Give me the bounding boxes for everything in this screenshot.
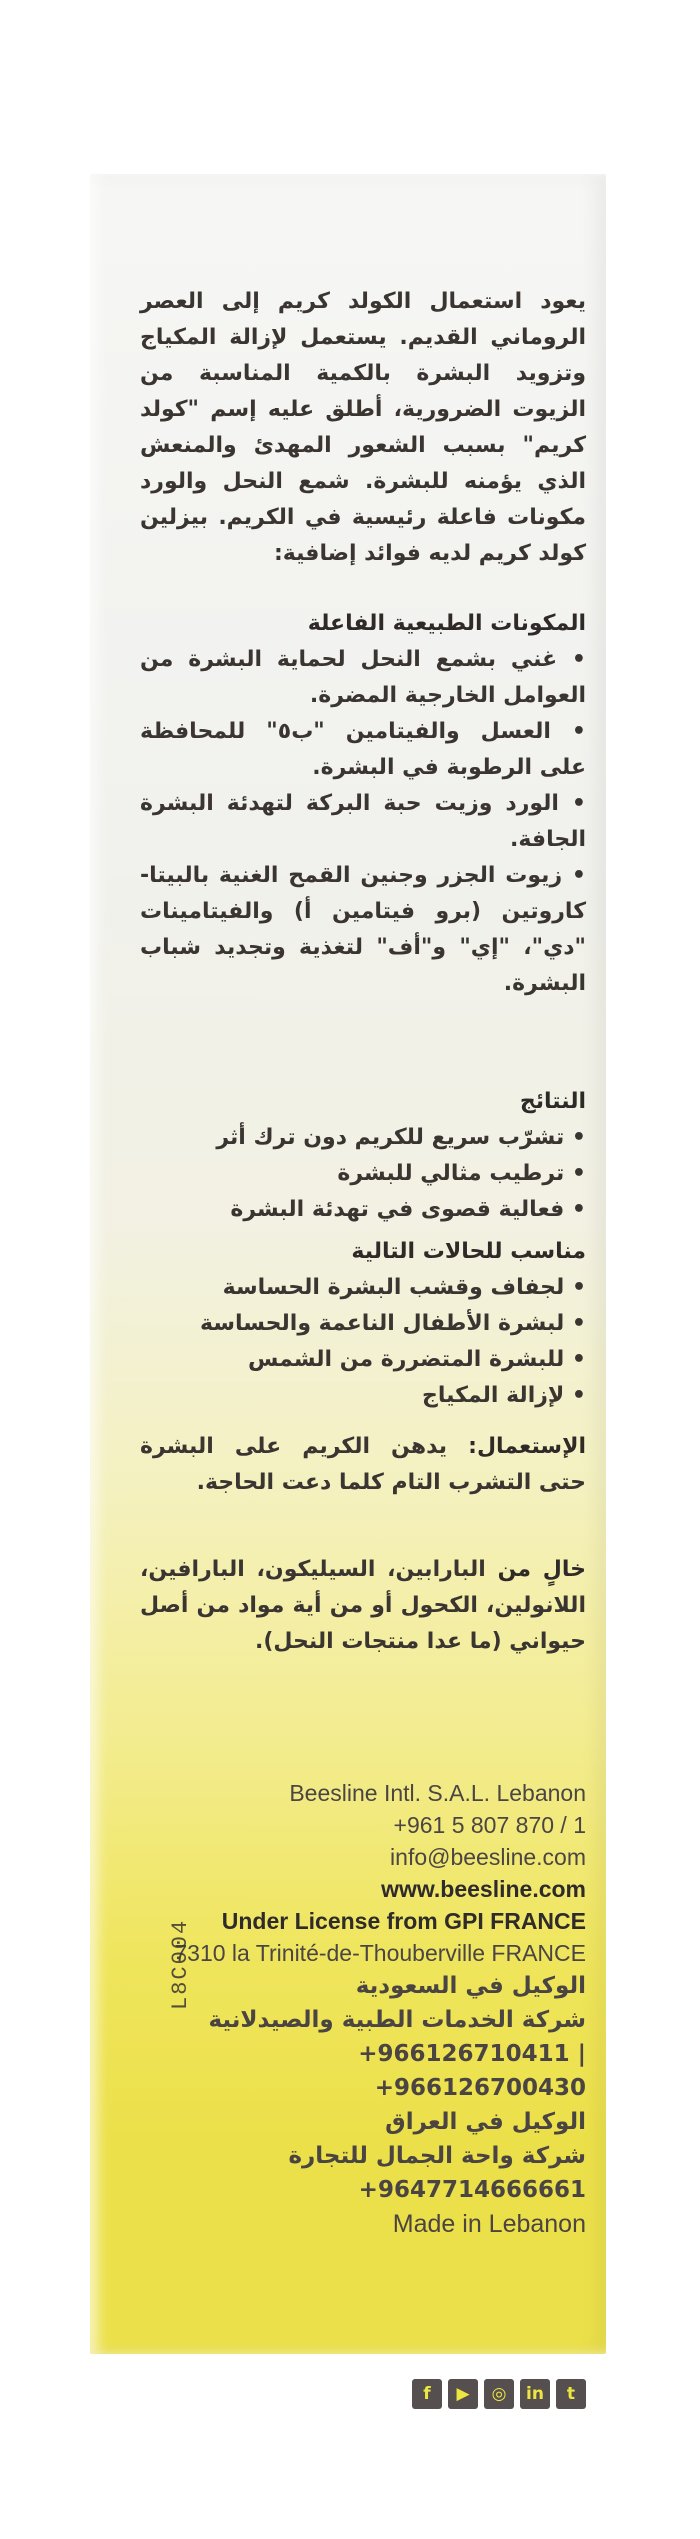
- ingredients-title: المكونات الطبيعية الفاعلة: [307, 611, 586, 636]
- license-brand: GPI FRANCE: [444, 1908, 586, 1934]
- instagram-icon: ◎: [484, 2379, 514, 2409]
- usage-label: الإستعمال:: [468, 1434, 586, 1459]
- suitable-item: • لجفاف وقشب البشرة الحساسة: [222, 1275, 586, 1300]
- iraq-agent-name: شركة واحة الجمال للتجارة: [288, 2143, 586, 2169]
- iraq-agent-label: الوكيل في العراق: [385, 2109, 586, 2135]
- linkedin-icon: in: [520, 2379, 550, 2409]
- results-section: [140, 1084, 586, 1228]
- result-item: • فعالية قصوى في تهدئة البشرة: [230, 1197, 586, 1222]
- twitter-icon: t: [556, 2379, 586, 2409]
- usage-text: يدهن الكريم على البشرة حتى التشرب التام كلما دعت الحاجة.: [140, 1434, 586, 1495]
- license-text: Under License from: [221, 1908, 438, 1934]
- iraq-agent-phone: +9647714666661: [358, 2177, 586, 2203]
- ksa-agent-phones: +966126710411 | +966126700430: [358, 2041, 586, 2101]
- ingredient-item: • العسل والفيتامين "ب٥" للمحافظة على الرطوبة في البشرة.: [140, 719, 586, 780]
- company-phone: +961 5 807 870 / 1: [393, 1812, 586, 1838]
- facebook-icon: f: [412, 2379, 442, 2409]
- ksa-agent-label: الوكيل في السعودية: [355, 1973, 586, 1999]
- free-from-text: البارابين، السيليكون، البارافين، اللانولين، الكحول أو من أية مواد من أصل حيواني (ما عدا منتجات النحل).: [140, 1557, 586, 1654]
- usage-section: [140, 1429, 586, 1501]
- suitable-title: مناسب للحالات التالية: [351, 1239, 586, 1264]
- batch-stamp: L8C004: [168, 1918, 193, 2010]
- free-from-label: خالٍ من: [497, 1557, 586, 1582]
- company-info: [166, 1777, 586, 1969]
- ingredients-section: [140, 606, 586, 1002]
- intro-text: [140, 284, 586, 572]
- license-address: 7310 la Trinité-de-Thouberville FRANCE: [174, 1940, 586, 1966]
- license-line: [166, 1905, 586, 1937]
- result-item: • ترطيب مثالي للبشرة: [337, 1161, 586, 1186]
- suitable-item: • لبشرة الأطفال الناعمة والحساسة: [200, 1311, 586, 1336]
- ingredient-item: • زيوت الجزر وجنين القمح الغنية بالبيتا-كاروتين (برو فيتامين أ) والفيتامينات "دي"، "إي" و"أف" لتغذية وتجديد شباب البشرة.: [140, 863, 586, 996]
- youtube-icon: ▶: [448, 2379, 478, 2409]
- suitable-item: • لإزالة المكياج: [421, 1383, 586, 1408]
- ingredient-item: • الورد وزيت حبة البركة لتهدئة البشرة الجافة.: [140, 791, 586, 852]
- social-icons: [412, 2379, 586, 2409]
- results-title: النتائج: [519, 1089, 586, 1114]
- intro-paragraph: يعود استعمال الكولد كريم إلى العصر الروماني القديم. يستعمل لإزالة المكياج وتزويد البشرة بالكمية المناسبة من الزيوت الضرورية، أطلق عليه إسم "كولد كريم" بسبب الشعور المهدئ والمنعش الذي يؤمنه للبشرة. شمع النحل والورد مكونات فاعلة رئيسية في الكريم. بيزلين كولد كريم لديه فوائد إضافية:: [140, 289, 586, 566]
- free-from-section: [140, 1552, 586, 1660]
- company-email: info@beesline.com: [390, 1844, 586, 1870]
- agents-info: [166, 1969, 586, 2241]
- product-box: [90, 174, 606, 2404]
- ksa-agent-name: شركة الخدمات الطبية والصيدلانية: [208, 2007, 586, 2033]
- suitable-section: [140, 1234, 586, 1414]
- suitable-item: • للبشرة المتضررة من الشمس: [248, 1347, 586, 1372]
- company-name: Beesline Intl. S.A.L. Lebanon: [289, 1780, 586, 1806]
- ingredient-item: • غني بشمع النحل لحماية البشرة من العوامل الخارجية المضرة.: [140, 647, 586, 708]
- made-in-label: Made in Lebanon: [392, 2210, 586, 2238]
- company-website: www.beesline.com: [381, 1876, 586, 1902]
- result-item: • تشرّب سريع للكريم دون ترك أثر: [216, 1125, 586, 1150]
